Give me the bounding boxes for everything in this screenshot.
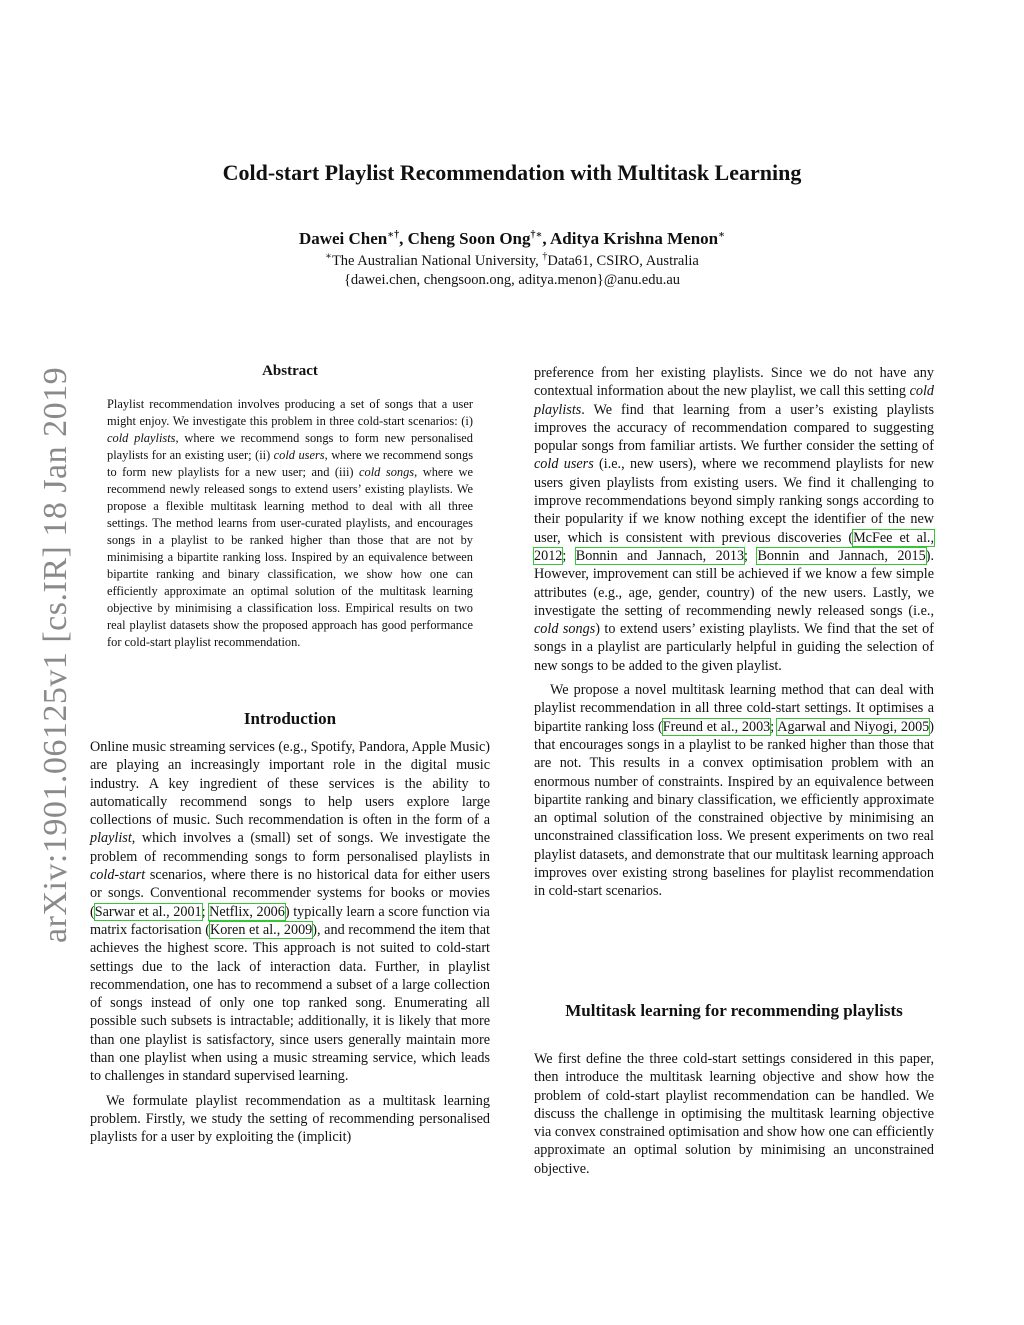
text-run: , which involves a (small) set of songs. We investigate the problem of recommending songs to form personalised playlists in: [90, 830, 490, 865]
text-run: . We find that learning from a user’s existing playlists improves the accuracy of recommendation compared to suggesting popular songs from familiar artists. We further consider the setting of: [534, 401, 934, 455]
author-name: Cheng Soon Ong: [407, 229, 531, 248]
author-emails: {dawei.chen, chengsoon.ong, aditya.menon}@anu.edu.au: [343, 272, 681, 288]
citation-separator: ;: [770, 718, 778, 735]
affiliation-institution: Data61, CSIRO, Australia: [547, 253, 699, 269]
affiliation-mark: †: [542, 251, 548, 263]
citation-link[interactable]: Sarwar et al., 2001: [94, 903, 202, 920]
section-body: [534, 1050, 934, 1178]
paragraph: We formulate playlist recommendation as a multitask learning problem. Firstly, we study the setting of recommending personalised playlists for a user by exploiting the (implicit): [90, 1092, 490, 1146]
text-run: ) that encourages songs in a playlist to be ranked higher than those that are not. This results in a convex optimisation problem with an enormous number of constraints. Inspired by an equivalence between bipartite ranking and binary classification, we efficiently approximate an optimal solution of the constrained objective by minimising an unconstrained classification loss. We present experiments on two real playlist datasets, and demonstrate that our multitask learning approach improves over existing strong baselines for playlist recommendation in cold-start scenarios.: [534, 718, 934, 900]
paper-title: Cold-start Playlist Recommendation with Multitask Learning: [222, 160, 802, 185]
text-run: ), and recommend the item that achieves the highest score. This approach is not suited to cold-start settings due to the lack of interaction data. Further, in playlist recommendation, one has to recommend a subset of a large collection of songs instead of only one top ranked song. Enumerating all possible such subsets is intractable; additionally, it is likely that more than one playlist is satisfactory, since users generally maintain more than one playlist when using a music streaming service, which leads to challenges in standard supervised learning.: [90, 921, 490, 1085]
citation-separator: ;: [562, 547, 576, 564]
emphasis: cold playlists: [534, 383, 934, 418]
author-mark: ∗†: [387, 229, 400, 241]
affiliation-institution: The Australian National University,: [331, 253, 543, 269]
text-run: , where we recommend songs to form new playlists for a new user; and (iii): [107, 448, 474, 479]
introduction-body: [90, 738, 490, 1147]
emphasis: cold users: [534, 456, 594, 473]
emphasis: cold-start: [90, 867, 146, 884]
citation-separator: ;: [201, 903, 210, 920]
paragraph: [90, 738, 490, 1086]
abstract-heading: Abstract: [262, 363, 318, 379]
emphasis: cold songs: [534, 621, 596, 638]
emphasis: playlist: [90, 830, 132, 847]
text-run: scenarios, where there is no historical data for either users or songs. Conventional recommender systems for books or movies (: [90, 867, 490, 920]
affiliations: [0, 252, 1024, 290]
citation-separator: ;: [744, 547, 758, 564]
citation-link[interactable]: Koren et al., 2009: [209, 921, 313, 938]
text-run: Online music streaming services (e.g., Spotify, Pandora, Apple Music) are playing an increasingly important role in the digital music industry. A key ingredient of these services is the ability to automatically recommend songs to help users explore large collections of music. Such recommendation is often in the form of a: [90, 739, 490, 829]
text-run: , where we recommend newly released songs to extend users’ existing playlists. We propose a flexible multitask learning method to deal with all three settings. The method learns from user-curated playlists, and encourages songs in a playlist to be ranked higher than those that are not by minimising a bipartite ranking loss. Inspired by an equivalence between bipartite ranking and binary classification, we show how one can efficiently approximate an optimal solution of the multitask learning objective by minimising a classification loss. Empirical results on two real playlist datasets show the proposed approach has good performance for cold-start playlist recommendation.: [107, 465, 473, 649]
arxiv-identifier-stamp: arXiv:1901.06125v1 [cs.IR] 18 Jan 2019: [37, 366, 74, 943]
text-run: ) to extend users’ existing playlists. We find that the set of songs in a playlist are particularly helpful in guiding the selection of new songs to be added to the given playlist.: [534, 621, 934, 674]
text-run: , where we recommend songs to form new personalised playlists for an existing user; (ii): [107, 431, 473, 462]
citation-link[interactable]: Netflix, 2006: [209, 903, 285, 920]
author-name: Dawei Chen: [298, 229, 388, 248]
text-run: ) typically learn a score function via matrix factorisation (: [90, 903, 490, 938]
author-mark: ∗: [718, 229, 726, 241]
citation-link[interactable]: Agarwal and Niyogi, 2005: [777, 718, 930, 735]
emphasis: cold songs: [359, 465, 415, 479]
paragraph: [534, 364, 934, 675]
author-list: Dawei Chen∗†, Cheng Soon Ong†∗, Aditya Krishna Menon∗: [298, 229, 726, 248]
author-name: Aditya Krishna Menon: [549, 229, 719, 248]
citation-link[interactable]: Freund et al., 2003: [662, 718, 771, 735]
paragraph: We first define the three cold-start settings considered in this paper, then introduce the multitask learning objective and show how the problem of cold-start playlist recommendation can be handled. We discuss the challenge in optimising the multitask learning objective via convex constrained optimisation and show how one can efficiently approximate an optimal solution by minimising an unconstrained objective.: [534, 1051, 934, 1177]
emphasis: cold users: [273, 448, 325, 462]
citation-link[interactable]: Bonnin and Jannach, 2013: [575, 547, 745, 564]
introduction-heading: Introduction: [243, 709, 337, 728]
affiliation-mark: ∗: [325, 251, 332, 263]
text-run: preference from her existing playlists. Since we do not have any contextual information about the new playlist, we call this setting: [534, 365, 934, 400]
author-mark: †∗: [530, 229, 543, 241]
text-run: (i.e., new users), where we recommend playlists for new users given playlists from existing users. We find it challenging to improve recommendations beyond simply ranking songs according to their popularity if we know nothing except the identifier of the new user, which is consistent with previous discoveries (: [534, 456, 934, 546]
affiliation-line: [0, 252, 1024, 271]
citation-link[interactable]: Bonnin and Jannach, 2015: [757, 547, 926, 564]
section-heading: Multitask learning for recommending playlists: [565, 1001, 903, 1020]
right-column-body: [534, 364, 934, 901]
paragraph: [534, 681, 934, 901]
text-run: ). However, improvement can still be achieved if we know a few simple attributes (e.g., age, gender, country) of the new users. Lastly, we investigate the setting of recommending newly released songs (i.e.,: [534, 547, 934, 619]
abstract-text: [107, 396, 473, 651]
citation-link[interactable]: McFee et al., 2012: [534, 529, 935, 564]
text-run: We propose a novel multitask learning method that can deal with playlist recommendation in all three cold-start settings. It optimises a bipartite ranking loss (: [534, 682, 934, 735]
emphasis: cold playlists: [107, 431, 176, 445]
text-run: Playlist recommendation involves producing a set of songs that a user might enjoy. We investigate this problem in three cold-start scenarios: (i): [107, 397, 473, 428]
